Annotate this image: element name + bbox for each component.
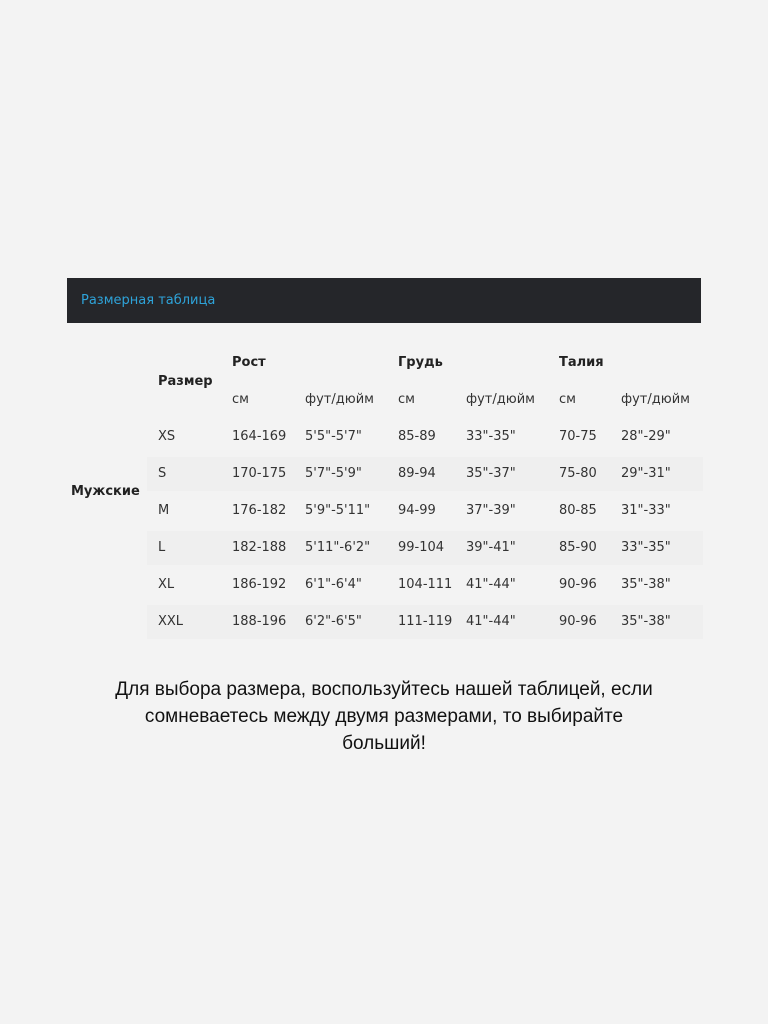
waist-header: Талия [559, 355, 604, 370]
table-cell: 33"-35" [621, 540, 671, 555]
table-cell: 5'11"-6'2" [305, 540, 371, 555]
table-cell: 29"-31" [621, 466, 671, 481]
size-chart-header [67, 278, 701, 323]
table-cell: 41"-44" [466, 614, 516, 629]
table-row [147, 605, 703, 639]
size-column-header: Размер [158, 374, 213, 389]
table-cell: 99-104 [398, 540, 445, 555]
table-cell: 89-94 [398, 466, 436, 481]
table-cell: 39"-41" [466, 540, 516, 555]
table-row [147, 531, 703, 565]
table-cell: 170-175 [232, 466, 287, 481]
table-cell: 35"-37" [466, 466, 516, 481]
waist-cm-header: см [559, 392, 576, 407]
table-cell: 33"-35" [466, 429, 516, 444]
size-cell: M [158, 503, 170, 518]
height-header: Рост [232, 355, 266, 370]
table-cell: 164-169 [232, 429, 287, 444]
table-cell: 80-85 [559, 503, 597, 518]
table-cell: 6'2"-6'5" [305, 614, 362, 629]
table-cell: 6'1"-6'4" [305, 577, 362, 592]
table-cell: 5'9"-5'11" [305, 503, 371, 518]
table-cell: 28"-29" [621, 429, 671, 444]
size-cell: S [158, 466, 167, 481]
note-line: Для выбора размера, воспользуйтесь нашей таблицей, если [115, 679, 653, 700]
table-cell: 85-89 [398, 429, 436, 444]
table-cell: 90-96 [559, 577, 597, 592]
waist-ft-header: фут/дюйм [621, 392, 690, 407]
size-cell: XL [158, 577, 175, 592]
table-cell: 94-99 [398, 503, 436, 518]
table-cell: 111-119 [398, 614, 453, 629]
table-cell: 85-90 [559, 540, 597, 555]
table-cell: 186-192 [232, 577, 287, 592]
table-row [147, 420, 703, 454]
note-line: сомневаетесь между двумя размерами, то выбирайте [144, 706, 624, 727]
chest-header: Грудь [398, 355, 443, 370]
table-cell: 176-182 [232, 503, 287, 518]
height-cm-header: см [232, 392, 249, 407]
height-ft-header: фут/дюйм [305, 392, 374, 407]
mens-group-label: Мужские [71, 484, 140, 499]
size-cell: XXL [158, 614, 184, 629]
table-row [147, 494, 703, 528]
table-cell: 5'5"-5'7" [305, 429, 362, 444]
table-cell: 35"-38" [621, 577, 671, 592]
size-chart-title: Размерная таблица [81, 293, 216, 308]
table-cell: 70-75 [559, 429, 597, 444]
table-cell: 104-111 [398, 577, 453, 592]
table-cell: 90-96 [559, 614, 597, 629]
table-cell: 75-80 [559, 466, 597, 481]
table-cell: 35"-38" [621, 614, 671, 629]
size-cell: XS [158, 429, 176, 444]
table-cell: 5'7"-5'9" [305, 466, 362, 481]
table-cell: 188-196 [232, 614, 287, 629]
table-cell: 182-188 [232, 540, 287, 555]
table-cell: 41"-44" [466, 577, 516, 592]
table-cell: 31"-33" [621, 503, 671, 518]
note-line: больший! [342, 733, 426, 754]
table-row [147, 457, 703, 491]
size-cell: L [158, 540, 166, 555]
table-row [147, 568, 703, 602]
chest-ft-header: фут/дюйм [466, 392, 535, 407]
table-cell: 37"-39" [466, 503, 516, 518]
chest-cm-header: см [398, 392, 415, 407]
size-advice-note [40, 676, 728, 757]
